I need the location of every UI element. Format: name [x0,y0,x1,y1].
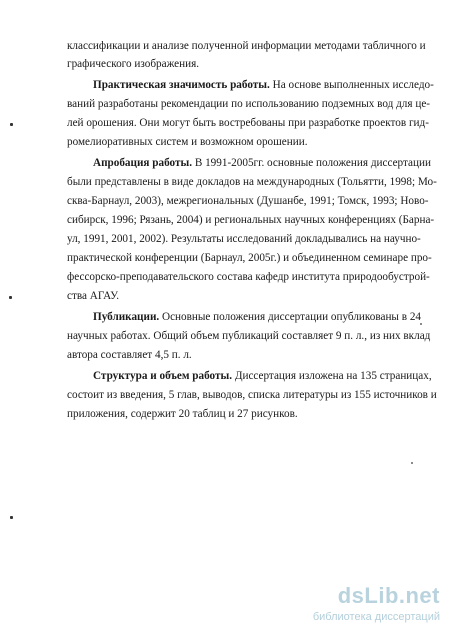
text-line: классификации и анализе полученной информации методами табличного и [67,40,426,52]
section-heading: Публикации. [93,311,160,323]
text-line: графического изображения. [67,58,200,70]
text-line: сибирск, 1996; Рязань, 2004) и региональных научных конференциях (Барна- [67,214,435,226]
watermark-subtitle: библиотека диссертаций [312,611,440,623]
text-line: автора составляет 4,5 п. л. [67,349,192,361]
text-line: практической конференции (Барнаул, 2005г.) и объединенном семинаре про- [67,252,432,264]
text-line [93,157,431,170]
text-line: лей орошения. Они могут быть востребованы при разработке проектов гид- [67,117,429,129]
text-line: научных работах. Общий объем публикаций составляет 9 п. л., из них вклад [67,330,431,342]
text-line: сква-Барнаул, 2003), межрегиональных (Душанбе, 1991; Томск, 1993; Ново- [67,195,429,207]
scan-mark [9,296,12,299]
text-run: Основные положения диссертации опубликованы в 24 [159,311,422,323]
text-line [93,79,434,92]
scan-speck [411,462,413,464]
text-line [93,311,421,324]
text-line: были представлены в виде докладов на международных (Тольятти, 1998; Мо- [67,176,437,188]
text-line: ства АГАУ. [67,290,120,302]
scan-speck [420,323,422,325]
text-run: На основе выполненных исследо- [269,79,434,91]
text-line: ромелиоративных систем и возможном орошении. [67,136,308,148]
scan-mark [10,123,13,126]
section-heading: Практическая значимость работы. [93,79,270,91]
scan-mark [10,516,13,519]
watermark [312,583,440,629]
watermark-logo: dsLib.net [337,583,440,608]
text-run: В 1991-2005гг. основные положения диссертации [192,157,431,169]
text-line: ул, 1991, 2001, 2002). Результаты исследований докладывались на научно- [67,233,421,245]
text-line: приложения, содержит 20 таблиц и 27 рисунков. [67,408,298,420]
text-line: ваний разработаны рекомендации по использованию подземных вод для це- [67,98,431,110]
text-line: фессорско-преподавательского состава кафедр института природообустрой- [67,271,430,283]
text-line: состоит из введения, 5 глав, выводов, списка литературы из 155 источников и [67,389,437,401]
text-run: Диссертация изложена на 135 страницах, [232,370,432,382]
section-heading: Структура и объем работы. [93,370,233,382]
section-heading: Апробация работы. [93,157,193,169]
text-line [93,370,432,383]
